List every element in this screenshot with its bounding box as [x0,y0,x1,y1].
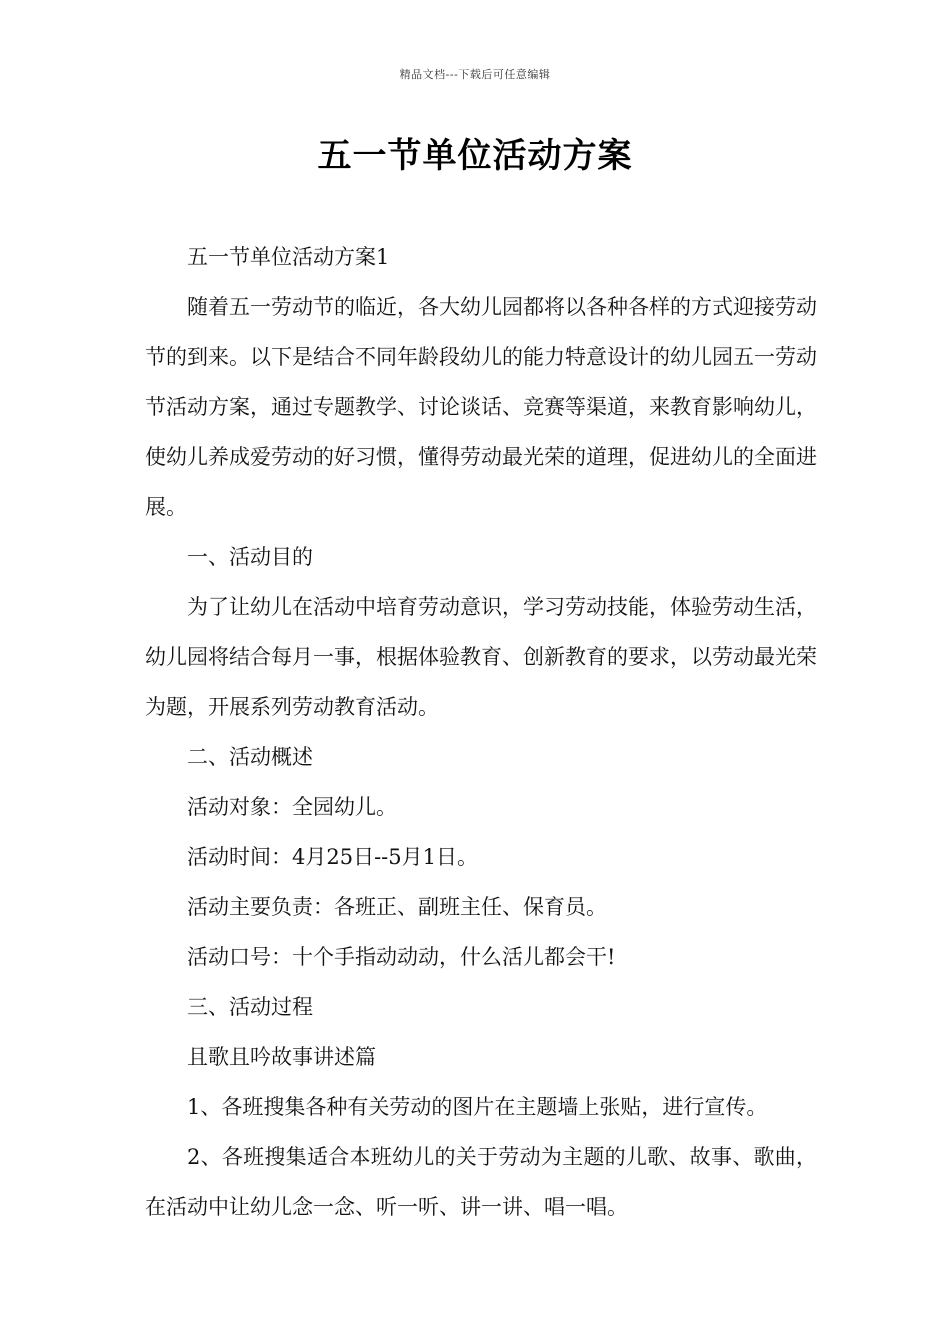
section-heading: 三、活动过程 [187,995,313,1019]
body-paragraph: 活动口号：十个手指动动动，什么活儿都会干! [187,945,616,969]
list-item: 2、各班搜集适合本班幼儿的关于劳动为主题的儿歌、故事、歌曲，在活动中让幼儿念一念、听一听、讲一讲、唱一唱。 [145,1145,817,1219]
section-heading: 二、活动概述 [187,745,313,769]
body-paragraph: 活动对象：全园幼儿。 [187,795,397,819]
section-heading: 五一节单位活动方案1 [187,245,390,269]
subsection-heading: 且歌且吟故事讲述篇 [187,1045,376,1069]
section-heading: 一、活动目的 [187,545,313,569]
body-paragraph: 活动时间：4月25日--5月1日。 [187,845,478,869]
body-paragraph: 为了让幼儿在活动中培育劳动意识，学习劳动技能，体验劳动生活，幼儿园将结合每月一事，根据体验教育、创新教育的要求，以劳动最光荣为题，开展系列劳动教育活动。 [145,595,817,719]
intro-paragraph: 随着五一劳动节的临近，各大幼儿园都将以各种各样的方式迎接劳动节的到来。以下是结合不同年龄段幼儿的能力特意设计的幼儿园五一劳动节活动方案，通过专题教学、讨论谈话、竞赛等渠道，来教育影响幼儿，使幼儿养成爱劳动的好习惯，懂得劳动最光荣的道理，促进幼儿的全面进展。 [145,295,817,519]
document-title: 五一节单位活动方案 [317,136,633,176]
document-body [145,232,817,1232]
header-watermark: 精品文档---下载后可任意编辑 [399,68,551,81]
list-item: 1、各班搜集各种有关劳动的图片在主题墙上张贴，进行宣传。 [187,1095,768,1119]
body-paragraph: 活动主要负责：各班正、副班主任、保育员。 [187,895,607,919]
